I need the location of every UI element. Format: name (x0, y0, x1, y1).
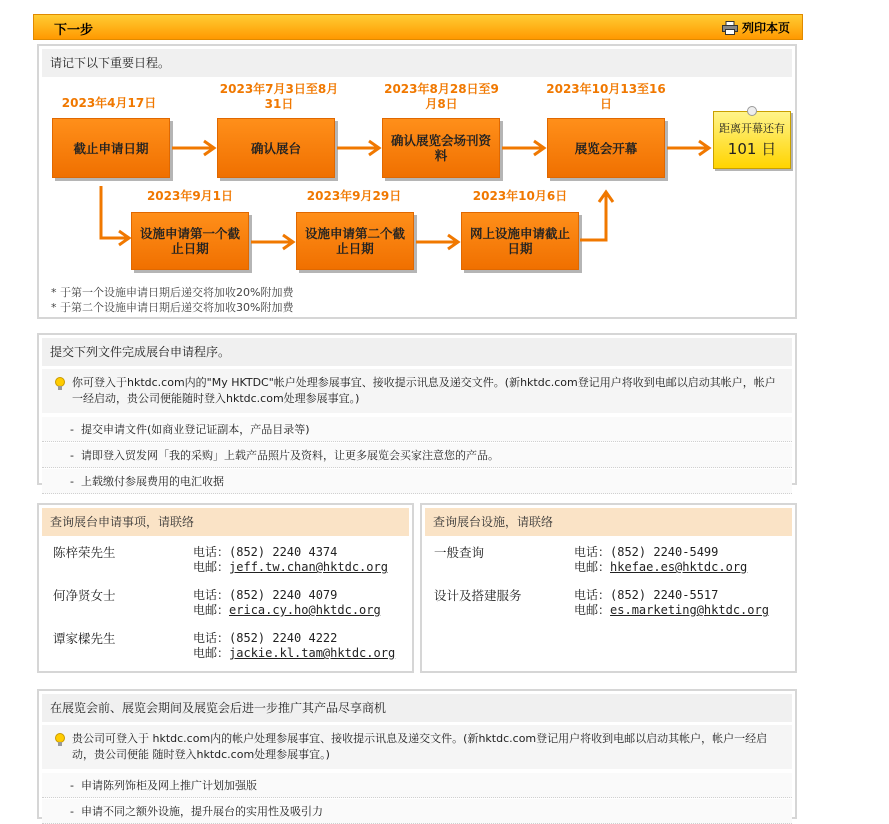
contact-phone: 电话：(852) 2240-5517 (574, 588, 719, 602)
contact-email: 电邮：hkefae.es@hktdc.org (574, 560, 748, 574)
promotion-tip (42, 725, 792, 769)
contact-apply-panel (37, 503, 414, 673)
page-header-bar (33, 14, 803, 40)
email-link[interactable]: jeff.tw.chan@hktdc.org (229, 560, 388, 574)
contact-apply-heading: 查询展台申请事项，请联络 (42, 508, 409, 536)
step-facility-first: 设施申请第一个截止日期 (131, 212, 249, 270)
documents-panel (37, 333, 797, 488)
list-item: - 申请陈列饰柜及网上推广计划加强版 (42, 773, 792, 798)
contact-name: 谭家樑先生 (53, 631, 116, 646)
contact-name: 何净贤女士 (53, 588, 116, 603)
contact-name: 设计及搭建服务 (434, 588, 522, 603)
countdown-note (713, 111, 791, 169)
email-link[interactable]: hkefae.es@hktdc.org (610, 560, 748, 574)
step-facility-online: 网上设施申请截止日期 (461, 212, 579, 270)
contact-name: 陈梓荣先生 (53, 545, 116, 560)
date-exhibition-open: 2023年10月13至16日 (546, 82, 666, 111)
list-item: - 申请不同之额外设施，提升展台的实用性及吸引力 (42, 799, 792, 824)
contact-email: 电邮：jeff.tw.chan@hktdc.org (193, 560, 388, 574)
promotion-panel (37, 689, 797, 819)
print-label: 列印本页 (741, 21, 790, 35)
documents-list (42, 417, 792, 494)
contact-email: 电邮：erica.cy.ho@hktdc.org (193, 603, 381, 617)
schedule-heading: 请记下以下重要日程。 (42, 49, 792, 77)
contact-phone: 电话：(852) 2240 4222 (193, 631, 338, 645)
pin-icon (747, 106, 757, 116)
step-facility-second: 设施申请第二个截止日期 (296, 212, 414, 270)
lightbulb-icon (54, 733, 66, 747)
arrow-up-icon (580, 190, 620, 246)
contact-email: 电邮：jackie.kl.tam@hktdc.org (193, 646, 396, 660)
date-facility-first: 2023年9月1日 (146, 189, 234, 203)
email-link[interactable]: es.marketing@hktdc.org (610, 603, 769, 617)
contact-phone: 电话：(852) 2240-5499 (574, 545, 719, 559)
date-confirm-catalogue: 2023年8月28日至9月8日 (384, 82, 499, 111)
arrow-right-icon (172, 138, 218, 158)
surcharge-note-20: * 于第一个设施申请日期后递交将加收20%附加费 (51, 286, 294, 299)
arrow-right-icon (416, 232, 462, 252)
documents-tip-text: 你可登入于hktdc.com内的"My HKTDC"帐户处理参展事宜、接收提示讯息及递交文件。(新hktdc.com登记用户将收到电邮以启动其帐户，帐户一经启动，贵公司便能随时登入hktdc.com处理参展事宜。) (72, 376, 776, 405)
list-item: - 请即登入贸发网「我的采购」上载产品照片及资料，让更多展览会买家注意您的产品。 (42, 443, 792, 468)
arrow-right-icon (251, 232, 297, 252)
date-facility-second: 2023年9月29日 (306, 189, 402, 203)
step-confirm-catalogue: 确认展览会场刊资料 (382, 118, 500, 178)
surcharge-note-30: * 于第二个设施申请日期后递交将加收30%附加费 (51, 301, 294, 314)
print-page-button[interactable] (722, 19, 790, 36)
countdown-days: 101 日 (727, 140, 777, 158)
email-link[interactable]: jackie.kl.tam@hktdc.org (229, 646, 396, 660)
contact-phone: 电话：(852) 2240 4374 (193, 545, 338, 559)
countdown-label: 距离开幕还有 (719, 122, 785, 135)
lightbulb-icon (54, 377, 66, 391)
arrow-down-right-icon (95, 186, 135, 248)
date-facility-online: 2023年10月6日 (472, 189, 568, 203)
page-title: 下一步 (54, 23, 94, 38)
arrow-right-icon (337, 138, 383, 158)
list-item: - 上载缴付参展费用的电汇收据 (42, 469, 792, 494)
printer-icon (722, 21, 738, 35)
documents-heading: 提交下列文件完成展台申请程序。 (42, 338, 792, 366)
contact-facility-panel (420, 503, 797, 673)
date-confirm-booth: 2023年7月3日至8月31日 (219, 82, 339, 111)
documents-tip (42, 369, 792, 413)
step-confirm-booth: 确认展台 (217, 118, 335, 178)
arrow-right-icon (667, 138, 713, 158)
date-apply-deadline: 2023年4月17日 (61, 96, 157, 110)
list-item: - 提交申请文件(如商业登记证副本，产品目录等) (42, 417, 792, 442)
step-exhibition-open: 展览会开幕 (547, 118, 665, 178)
schedule-panel (37, 44, 797, 319)
contact-email: 电邮：es.marketing@hktdc.org (574, 603, 769, 617)
promotion-heading: 在展览会前、展览会期间及展览会后进一步推广其产品尽享商机 (42, 694, 792, 722)
contact-facility-heading: 查询展台设施，请联络 (425, 508, 792, 536)
email-link[interactable]: erica.cy.ho@hktdc.org (229, 603, 381, 617)
arrow-right-icon (502, 138, 548, 158)
step-apply-deadline: 截止申请日期 (52, 118, 170, 178)
contact-phone: 电话：(852) 2240 4079 (193, 588, 338, 602)
promotion-list (42, 773, 792, 824)
promotion-tip-text: 贵公司可登入于 hktdc.com内的帐户处理参展事宜、接收提示讯息及递交文件。(新hktdc.com登记用户将收到电邮以启动其帐户，帐户一经启动，贵公司便能 随时登入hktdc.com处理参展事宜。) (72, 732, 768, 761)
contact-name: 一般查询 (434, 545, 485, 560)
